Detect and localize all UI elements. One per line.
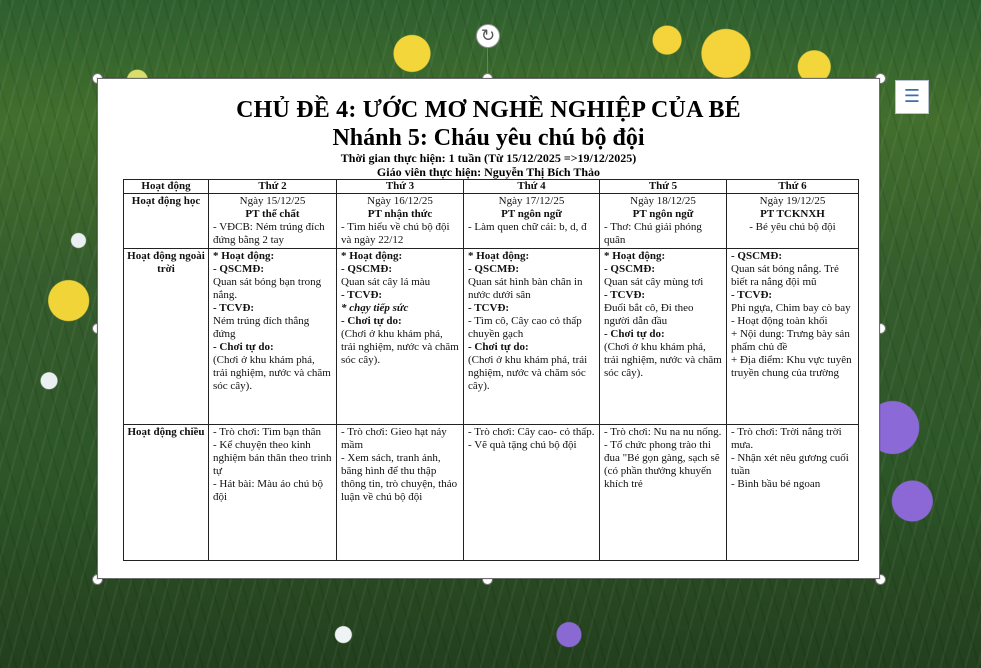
layout-options-icon: ☰: [903, 86, 921, 107]
header-tuesday: Thứ 3: [337, 180, 464, 194]
page-subtitle: Nhánh 5: Cháu yêu chú bộ đội: [332, 125, 645, 151]
row-label: Hoạt động học: [124, 194, 209, 249]
table-cell: * Hoạt động: - QSCMĐ: Quan sát bóng bạn trong nắng. - TCVĐ: Ném trúng đích thẳng đứng - Chơi tự do: (Chơi ở khu khám phá, trải nghiệm, nước và chăm sóc cây).: [209, 249, 337, 425]
table-cell: Ngày 15/12/25 PT thể chất - VĐCB: Ném trúng đích đứng bằng 2 tay: [209, 194, 337, 249]
table-cell: - Trò chơi: Tìm bạn thân - Kể chuyện theo kinh nghiệm bản thân theo trình tự - Hát bài: Màu áo chú bộ đội: [209, 425, 337, 561]
table-cell: Ngày 18/12/25 PT ngôn ngữ - Thơ: Chú giải phóng quân: [600, 194, 727, 249]
schedule-table: [123, 179, 859, 561]
table-cell: - Trò chơi: Cây cao- cỏ thấp. - Vẽ quà tặng chú bộ đội: [464, 425, 600, 561]
table-cell: - Trò chơi: Nu na nu nống. - Tổ chức phong trào thi đua "Bé gọn gàng, sạch sẽ (có phần thưởng khuyến khích trẻ: [600, 425, 727, 561]
rotate-icon[interactable]: ↻: [476, 24, 500, 48]
lesson-plan-document[interactable]: [97, 78, 880, 579]
table-header-row: [124, 180, 859, 194]
table-cell: - QSCMĐ: Quan sát bóng nắng. Trẻ biết ra nắng đội mũ - TCVĐ: Phi ngựa, Chim bay cò bay - Hoạt động toàn khối + Nội dung: Trưng bày sản phẩm chủ đề + Địa điểm: Khu vực tuyên truyền chung của trường: [727, 249, 859, 425]
header-wednesday: Thứ 4: [464, 180, 600, 194]
header-activity: Hoạt động: [124, 180, 209, 194]
teacher-text: Giáo viên thực hiện: Nguyễn Thị Bích Thảo: [376, 165, 601, 179]
row-label: Hoạt động chiều: [124, 425, 209, 561]
time-text: Thời gian thực hiện: 1 tuần (Từ 15/12/2025 =>19/12/2025): [340, 151, 637, 165]
table-cell: * Hoạt động: - QSCMĐ: Quan sát cây lá màu - TCVĐ: * chạy tiếp sức - Chơi tự do: (Chơi ở khu khám phá, trải nghiệm, nước và chăm sóc cây).: [337, 249, 464, 425]
row-label: Hoạt động ngoài trời: [124, 249, 209, 425]
table-row: [124, 425, 859, 561]
header-friday: Thứ 6: [727, 180, 859, 194]
table-cell: Ngày 17/12/25 PT ngôn ngữ - Làm quen chữ cái: b, d, đ: [464, 194, 600, 249]
table-row: [124, 194, 859, 249]
page-title: CHỦ ĐỀ 4: ƯỚC MƠ NGHỀ NGHIỆP CỦA BÉ: [236, 97, 741, 123]
table-cell: Ngày 19/12/25 PT TCKNXH - Bé yêu chú bộ đội: [727, 194, 859, 249]
layout-options-button[interactable]: [895, 80, 929, 114]
table-cell: Ngày 16/12/25 PT nhận thức - Tìm hiểu về chú bộ đội và ngày 22/12: [337, 194, 464, 249]
header-monday: Thứ 2: [209, 180, 337, 194]
schedule-table-wrapper: [123, 179, 858, 561]
table-cell: - Trò chơi: Trời nắng trời mưa. - Nhận xét nêu gương cuối tuần - Bình bầu bé ngoan: [727, 425, 859, 561]
header-thursday: Thứ 5: [600, 180, 727, 194]
table-cell: * Hoạt động: - QSCMĐ: Quan sát hình bàn chân in nước dưới sân - TCVĐ: - Tìm cô, Cây cao cỏ thấp chuyền gạch - Chơi tự do: (Chơi ở khu khám phá, trải nghiệm, nước và chăm sóc cây).: [464, 249, 600, 425]
table-cell: - Trò chơi: Gieo hạt nảy mầm - Xem sách, tranh ảnh, băng hình để thu thập thông tin, trò chuyện, thảo luận về chú bộ đội: [337, 425, 464, 561]
table-cell: * Hoạt động: - QSCMĐ: Quan sát cây mùng tơi - TCVĐ: Đuổi bắt cô, Đi theo người dẫn đầu - Chơi tự do: (Chơi ở khu khám phá, trải nghiệm, nước và chăm sóc cây).: [600, 249, 727, 425]
table-row: [124, 249, 859, 425]
